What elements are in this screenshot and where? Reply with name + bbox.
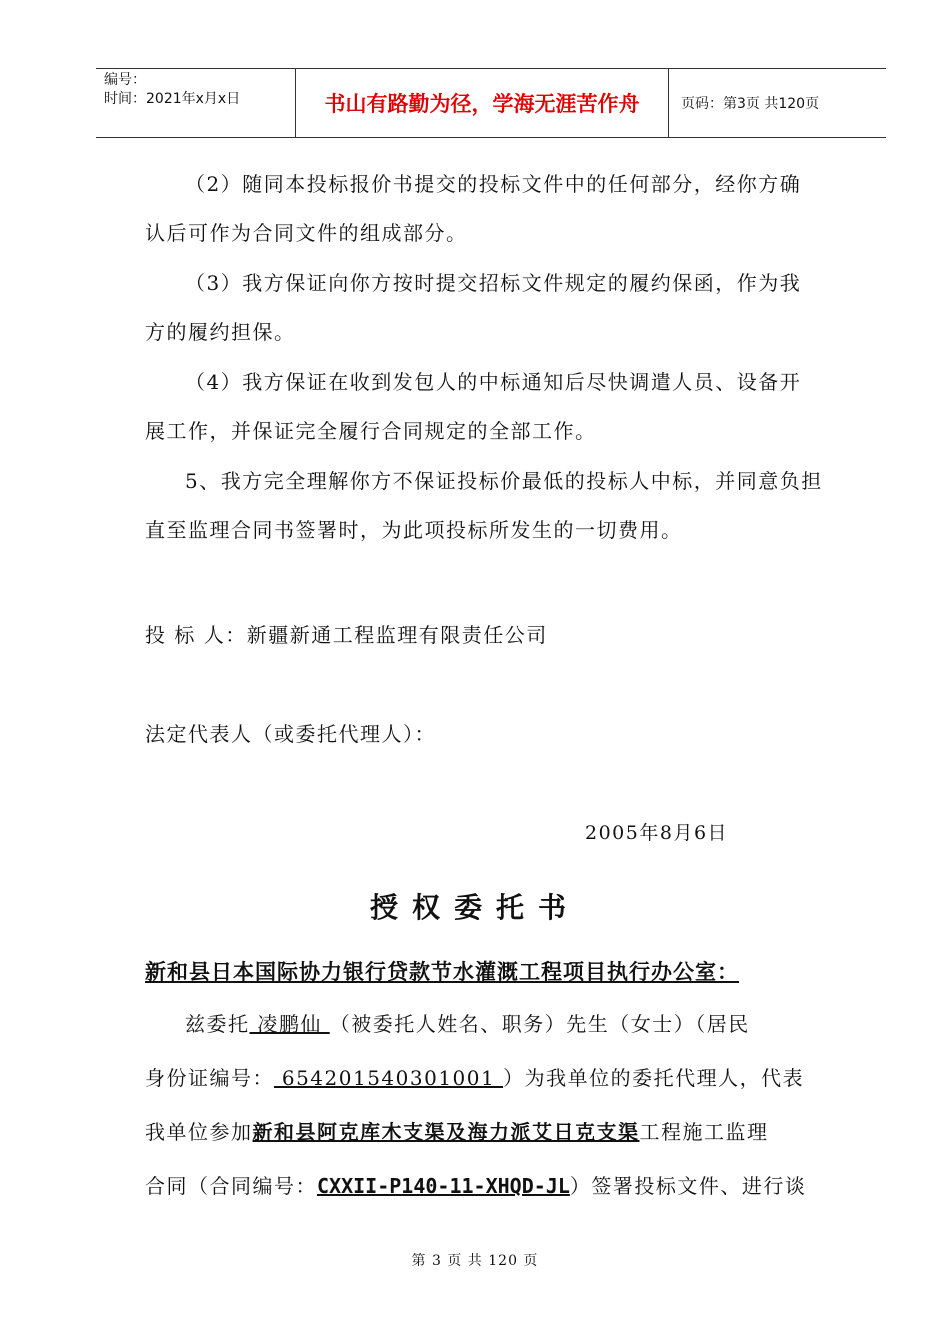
header-page-info: 页码：第3页 共120页 [681, 96, 820, 112]
paragraph-4 [145, 358, 845, 456]
auth-line-4-prefix: 合同（合同编号： [145, 1174, 317, 1198]
auth-line-3-prefix: 我单位参加 [145, 1120, 253, 1144]
header-time: 时间：2021年x月x日 [104, 91, 241, 107]
paragraph-2-line-1: （2）随同本投标报价书提交的投标文件中的任何部分，经你方确 [185, 172, 802, 196]
paragraph-5-line-2: 直至监理合同书签署时，为此项投标所发生的一切费用。 [145, 518, 683, 542]
paragraph-5 [145, 457, 845, 555]
auth-line-2-prefix: 身份证编号： [145, 1066, 274, 1090]
auth-line-1-prefix: 兹委托 [185, 1012, 250, 1036]
bidder-line: 投 标 人：新疆新通工程监理有限责任公司 [145, 623, 548, 647]
signing-date: 2005年8月6日 [585, 822, 729, 844]
paragraph-3-line-2: 方的履约担保。 [145, 320, 296, 344]
header-number: 编号： [104, 72, 146, 88]
auth-line-3-suffix: 工程施工监理 [639, 1120, 769, 1144]
authorization-line-3 [145, 1116, 769, 1145]
paragraph-5-line-1: 5、我方完全理解你方不保证投标价最低的投标人中标，并同意负担 [185, 469, 823, 493]
authorization-line-1 [145, 1008, 750, 1037]
authorization-title: 授权委托书 [369, 891, 580, 924]
paragraph-3-line-1: （3）我方保证向你方按时提交招标文件规定的履约保函，作为我 [185, 271, 802, 295]
header-motto: 书山有路勤为径，学海无涯苦作舟 [296, 69, 669, 137]
agent-id-number: 654201540301001 [274, 1066, 504, 1090]
project-name: 新和县阿克库木支渠及海力派艾日克支渠 [252, 1120, 640, 1144]
paragraph-2 [145, 160, 845, 258]
paragraph-3 [145, 259, 845, 357]
auth-line-4-suffix: ）签署投标文件、进行谈 [569, 1174, 807, 1198]
contract-number: CXXII-P140-11-XHQD-JL [317, 1174, 570, 1198]
paragraph-2-line-2: 认后可作为合同文件的组成部分。 [145, 221, 468, 245]
agent-name: 凌鹏仙 [249, 1012, 330, 1036]
legal-representative-line: 法定代表人（或委托代理人）： [145, 722, 436, 746]
page-header [96, 68, 886, 138]
authorization-addressee: 新和县日本国际协力银行贷款节水灌溉工程项目执行办公室： [145, 959, 739, 984]
paragraph-4-line-2: 展工作，并保证完全履行合同规定的全部工作。 [145, 419, 597, 443]
paragraph-4-line-1: （4）我方保证在收到发包人的中标通知后尽快调遣人员、设备开 [185, 370, 802, 394]
auth-line-1-suffix: （被委托人姓名、职务）先生（女士）（居民 [329, 1012, 750, 1036]
authorization-line-4 [145, 1170, 806, 1199]
authorization-line-2 [145, 1062, 804, 1091]
header-meta [96, 69, 296, 137]
auth-line-2-suffix: ）为我单位的委托代理人，代表 [503, 1066, 805, 1090]
page-footer: 第 3 页 共 120 页 [411, 1253, 539, 1269]
